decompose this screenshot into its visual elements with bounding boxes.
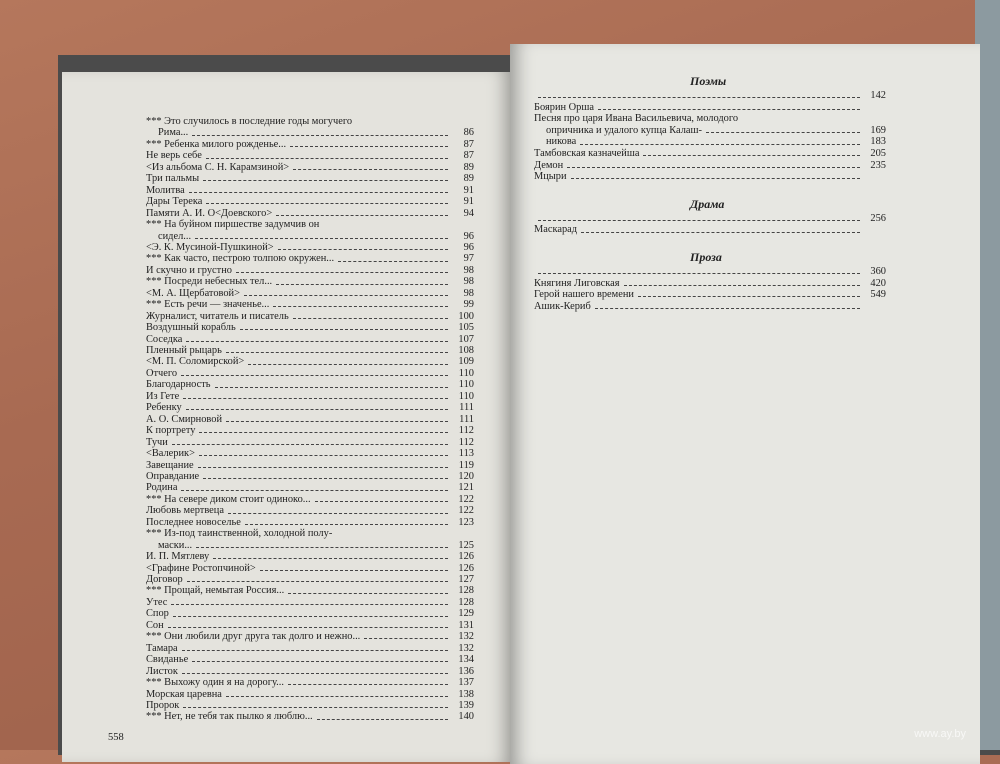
entry-page-number: 123 xyxy=(458,516,474,528)
entry-title: К портрету xyxy=(146,425,196,437)
page-number: 558 xyxy=(108,732,124,743)
dot-leader xyxy=(538,97,860,98)
contents-entry xyxy=(534,125,886,136)
contents-entry xyxy=(146,219,474,230)
entry-page-number: 122 xyxy=(458,505,474,517)
entry-page-number: 142 xyxy=(870,90,886,101)
contents-entry xyxy=(146,677,474,688)
entry-page-number: 127 xyxy=(458,574,474,585)
entry-title: маски... xyxy=(158,539,193,551)
entry-title: Тамара xyxy=(146,642,178,654)
entry-page-number: 87 xyxy=(463,150,474,162)
dot-leader xyxy=(228,513,448,514)
contents-entry xyxy=(146,311,474,322)
entry-title: Мцыри xyxy=(534,171,567,183)
entry-page-number: 89 xyxy=(463,161,474,173)
dot-leader xyxy=(273,306,448,307)
section-title: Поэмы xyxy=(690,74,727,88)
contents-entry xyxy=(146,345,474,356)
entry-title: Ребенку xyxy=(146,402,182,414)
contents-entry xyxy=(146,689,474,700)
contents-entry xyxy=(146,231,474,242)
entry-page-number: 110 xyxy=(458,367,474,379)
entry-title: Демон xyxy=(534,159,564,171)
entry-page-number: 256 xyxy=(870,212,886,224)
entry-page-number: 96 xyxy=(463,241,474,253)
dot-leader xyxy=(638,296,860,297)
dot-leader xyxy=(643,155,860,156)
dot-leader xyxy=(317,719,448,720)
dot-leader xyxy=(192,661,448,662)
entry-title: Морская царевна xyxy=(146,688,222,700)
contents-entry xyxy=(146,585,474,596)
entry-page-number: 126 xyxy=(458,551,474,563)
entry-title: Ашик-Кериб xyxy=(534,300,591,312)
contents-entry xyxy=(534,171,886,182)
entry-page-number: 235 xyxy=(870,159,886,171)
contents-entry xyxy=(534,90,886,101)
entry-title: И скучно и грустно xyxy=(146,264,232,276)
entry-title: Любовь мертвеца xyxy=(146,505,224,517)
contents-entry xyxy=(146,471,474,482)
entry-page-number: 131 xyxy=(458,619,474,631)
entry-title: Не верь себе xyxy=(146,150,202,162)
contents-entry xyxy=(146,379,474,390)
entry-title: <Графине Ростопчиной> xyxy=(146,562,256,574)
entry-title: Соседка xyxy=(146,333,183,345)
dot-leader xyxy=(276,215,448,216)
right-page xyxy=(510,44,980,764)
entry-page-number: 108 xyxy=(458,345,474,356)
watermark: www.ay.by xyxy=(914,728,966,740)
contents-entry xyxy=(146,299,474,310)
entry-page-number: 111 xyxy=(459,413,474,425)
contents-entry xyxy=(146,620,474,631)
contents-entry xyxy=(146,631,474,642)
entry-page-number: 125 xyxy=(458,539,474,551)
contents-entry xyxy=(146,185,474,196)
contents-entry xyxy=(534,224,886,235)
entry-page-number: 129 xyxy=(458,608,474,620)
dot-leader xyxy=(236,272,448,273)
entry-page-number: 136 xyxy=(458,665,474,677)
entry-title: *** На севере диком стоит одиноко... xyxy=(146,493,311,505)
contents-entry xyxy=(146,551,474,562)
entry-page-number: 91 xyxy=(463,196,474,208)
dot-leader xyxy=(293,169,448,170)
entry-page-number: 139 xyxy=(458,699,474,711)
entry-title: <М. А. Щербатовой> xyxy=(146,287,240,299)
entry-page-number: 98 xyxy=(463,287,474,299)
dot-leader xyxy=(226,696,448,697)
entry-page-number: 110 xyxy=(458,390,474,402)
entry-page-number: 120 xyxy=(458,470,474,482)
dot-leader xyxy=(244,295,448,296)
dot-leader xyxy=(198,467,448,468)
entry-page-number: 113 xyxy=(458,448,474,460)
contents-entry xyxy=(146,322,474,333)
entry-title: *** Как часто, пестрою толпою окружен... xyxy=(146,253,335,265)
dot-leader xyxy=(338,261,448,262)
entry-title: Журналист, читатель и писатель xyxy=(146,310,289,322)
entry-title: *** На буйном пиршестве задумчив он xyxy=(146,219,320,231)
entry-page-number: 126 xyxy=(458,562,474,574)
dot-leader xyxy=(195,238,448,239)
contents-entry xyxy=(146,528,474,539)
dot-leader xyxy=(213,558,448,559)
dot-leader xyxy=(571,178,860,179)
entry-page-number: 420 xyxy=(870,277,886,289)
entry-page-number: 87 xyxy=(463,138,474,150)
contents-entry xyxy=(146,208,474,219)
entry-title: Свиданье xyxy=(146,654,189,666)
entry-page-number: 549 xyxy=(870,289,886,301)
dot-leader xyxy=(226,421,448,422)
entry-title: Герой нашего времени xyxy=(534,289,634,301)
section-title: Драма xyxy=(690,196,725,211)
entry-page-number: 122 xyxy=(458,493,474,505)
entry-title: Молитва xyxy=(146,184,185,196)
dot-leader xyxy=(364,638,448,639)
contents-entry xyxy=(146,597,474,608)
contents-entry xyxy=(146,437,474,448)
dot-leader xyxy=(624,285,860,286)
contents-entry xyxy=(146,414,474,425)
entry-title: <Валерик> xyxy=(146,448,195,460)
dot-leader xyxy=(203,478,448,479)
entry-title: *** Из-под таинственной, холодной полу- xyxy=(146,528,333,540)
entry-page-number: 121 xyxy=(458,482,474,494)
dot-leader xyxy=(315,501,448,502)
entry-title: Тучи xyxy=(146,436,168,448)
dot-leader xyxy=(595,308,860,309)
entry-title: Благодарность xyxy=(146,379,211,391)
section-title: Проза xyxy=(690,250,722,264)
contents-entry xyxy=(146,402,474,413)
dot-leader xyxy=(598,109,860,110)
contents-entry xyxy=(146,356,474,367)
contents-entry xyxy=(146,448,474,459)
dot-leader xyxy=(276,284,448,285)
contents-entry xyxy=(534,266,886,277)
contents-entry xyxy=(146,288,474,299)
entry-title: Оправдание xyxy=(146,470,200,482)
dot-leader xyxy=(288,684,448,685)
contents-entry xyxy=(146,666,474,677)
entry-title: Договор xyxy=(146,574,183,585)
dot-leader xyxy=(173,616,448,617)
entry-title: Песня про царя Ивана Васильевича, молодого xyxy=(534,113,739,125)
entry-title: <Э. К. Мусиной-Пушкиной> xyxy=(146,241,274,253)
contents-entry xyxy=(146,494,474,505)
entry-title: *** Они любили друг друга так долго и нежно... xyxy=(146,631,361,643)
entry-title: Сон xyxy=(146,619,164,631)
entry-title: *** Выхожу один я на дорогу... xyxy=(146,677,284,689)
entry-page-number: 89 xyxy=(463,173,474,185)
entry-page-number: 128 xyxy=(458,596,474,608)
entry-page-number: 98 xyxy=(463,264,474,276)
entry-title: Памяти А. И. О<Доевского> xyxy=(146,207,273,219)
contents-entry xyxy=(146,700,474,711)
entry-title: Пленный рыцарь xyxy=(146,345,222,356)
dot-leader xyxy=(293,318,448,319)
dot-leader xyxy=(187,581,448,582)
entry-page-number: 138 xyxy=(458,688,474,700)
dot-leader xyxy=(226,352,448,353)
contents-entry xyxy=(146,265,474,276)
entry-title: <Из альбома С. Н. Карамзиной> xyxy=(146,161,290,173)
dot-leader xyxy=(199,432,448,433)
contents-entry xyxy=(146,460,474,471)
entry-title: *** Это случилось в последние годы могучего xyxy=(146,116,353,127)
entry-page-number: 128 xyxy=(458,585,474,597)
dot-leader xyxy=(182,650,448,651)
dot-leader xyxy=(206,158,448,159)
contents-entry xyxy=(146,574,474,585)
entry-page-number: 183 xyxy=(870,136,886,148)
entry-page-number: 110 xyxy=(458,379,474,391)
entry-page-number: 91 xyxy=(463,184,474,196)
entry-page-number: 205 xyxy=(870,148,886,159)
dot-leader xyxy=(183,707,448,708)
contents-entry xyxy=(534,136,886,147)
contents-entry xyxy=(146,563,474,574)
contents-entry xyxy=(146,517,474,528)
dot-leader xyxy=(189,192,448,193)
dot-leader xyxy=(182,673,448,674)
dot-leader xyxy=(260,570,448,571)
contents-entry xyxy=(146,425,474,436)
entry-title: Пророк xyxy=(146,699,180,711)
entry-title: *** Есть речи — значенье... xyxy=(146,299,270,311)
entry-page-number: 86 xyxy=(463,127,474,139)
dot-leader xyxy=(538,273,860,274)
entry-title: Утес xyxy=(146,596,168,608)
contents-entry xyxy=(146,368,474,379)
dot-leader xyxy=(192,135,448,136)
contents-entry xyxy=(146,150,474,161)
contents-entry xyxy=(146,127,474,138)
contents-entry xyxy=(534,113,886,124)
entry-page-number: 107 xyxy=(458,333,474,345)
entry-page-number: 132 xyxy=(458,642,474,654)
entry-title: Маскарад xyxy=(534,224,578,236)
dot-leader xyxy=(186,409,448,410)
contents-entry xyxy=(534,301,886,312)
contents-entry xyxy=(534,148,886,159)
dot-leader xyxy=(278,249,448,250)
contents-entry xyxy=(534,213,886,224)
dot-leader xyxy=(567,167,860,168)
dot-leader xyxy=(186,341,448,342)
entry-title: И. П. Мятлеву xyxy=(146,551,210,563)
entry-title: Княгиня Лиговская xyxy=(534,277,620,289)
contents-entry xyxy=(146,654,474,665)
contents-entry xyxy=(146,276,474,287)
entry-page-number: 134 xyxy=(458,654,474,666)
contents-entry xyxy=(146,391,474,402)
contents-entry xyxy=(146,334,474,345)
entry-title: никова xyxy=(546,136,577,148)
entry-title: Спор xyxy=(146,608,169,620)
entry-page-number: 137 xyxy=(458,677,474,689)
entry-title: *** Прощай, немытая Россия... xyxy=(146,585,285,597)
dot-leader xyxy=(199,455,448,456)
entry-title: Из Гете xyxy=(146,390,180,402)
entry-page-number: 94 xyxy=(463,207,474,219)
entry-page-number: 98 xyxy=(463,276,474,288)
contents-entry xyxy=(146,540,474,551)
entry-page-number: 105 xyxy=(458,322,474,334)
dot-leader xyxy=(290,146,448,147)
entry-title: Рима... xyxy=(158,127,189,139)
dot-leader xyxy=(706,132,860,133)
dot-leader xyxy=(203,180,448,181)
dot-leader xyxy=(206,203,448,204)
contents-entry xyxy=(146,608,474,619)
dot-leader xyxy=(183,398,448,399)
entry-page-number: 111 xyxy=(459,402,474,414)
left-page xyxy=(62,72,510,762)
contents-entry xyxy=(534,160,886,171)
entry-page-number: 119 xyxy=(458,459,474,471)
contents-entry xyxy=(146,253,474,264)
entry-title: Завещание xyxy=(146,459,194,471)
contents-entry xyxy=(146,116,474,127)
dot-leader xyxy=(196,547,448,548)
entry-page-number: 132 xyxy=(458,631,474,643)
entry-title: Три пальмы xyxy=(146,173,200,185)
entry-page-number: 140 xyxy=(458,711,474,723)
dot-leader xyxy=(240,329,448,330)
entry-title: А. О. Смирновой xyxy=(146,413,223,425)
entry-title: <М. П. Соломирской> xyxy=(146,356,245,368)
entry-title: опричника и удалого купца Калаш- xyxy=(546,124,703,136)
entry-title: Родина xyxy=(146,482,178,494)
contents-entry xyxy=(146,505,474,516)
entry-page-number: 360 xyxy=(870,266,886,277)
entry-title: Тамбовская казначейша xyxy=(534,148,640,159)
dot-leader xyxy=(248,364,448,365)
dot-leader xyxy=(215,387,448,388)
dot-leader xyxy=(171,604,448,605)
contents-entry xyxy=(534,278,886,289)
entry-page-number: 112 xyxy=(458,436,474,448)
dot-leader xyxy=(581,232,860,233)
contents-entry xyxy=(146,643,474,654)
entry-title: Отчего xyxy=(146,367,178,379)
entry-page-number: 112 xyxy=(458,425,474,437)
entry-page-number: 99 xyxy=(463,299,474,311)
dot-leader xyxy=(580,144,860,145)
contents-entry xyxy=(146,139,474,150)
contents-entry xyxy=(534,289,886,300)
entry-title: Последнее новоселье xyxy=(146,516,241,528)
entry-page-number: 96 xyxy=(463,230,474,242)
entry-title: *** Нет, не тебя так пылко я люблю... xyxy=(146,711,313,723)
dot-leader xyxy=(181,490,448,491)
dot-leader xyxy=(538,220,860,221)
contents-entry xyxy=(146,162,474,173)
dot-leader xyxy=(245,524,448,525)
entry-title: Воздушный корабль xyxy=(146,322,236,334)
contents-entry xyxy=(146,482,474,493)
contents-entry xyxy=(146,173,474,184)
contents-entry xyxy=(146,196,474,207)
contents-entry xyxy=(146,242,474,253)
contents-entry xyxy=(534,102,886,113)
entry-title: Боярин Орша xyxy=(534,101,594,113)
entry-title: *** Ребенка милого рожденье... xyxy=(146,138,287,150)
dot-leader xyxy=(172,444,448,445)
contents-entry xyxy=(146,711,474,722)
entry-title: *** Посреди небесных тел... xyxy=(146,276,273,288)
dot-leader xyxy=(181,375,448,376)
entry-title: сидел... xyxy=(158,230,192,242)
entry-page-number: 100 xyxy=(458,310,474,322)
entry-page-number: 97 xyxy=(463,253,474,265)
entry-page-number: 169 xyxy=(870,124,886,136)
dot-leader xyxy=(168,627,448,628)
entry-title: Листок xyxy=(146,665,178,677)
entry-title: Дары Терека xyxy=(146,196,203,208)
dot-leader xyxy=(288,593,448,594)
entry-page-number: 109 xyxy=(458,356,474,368)
